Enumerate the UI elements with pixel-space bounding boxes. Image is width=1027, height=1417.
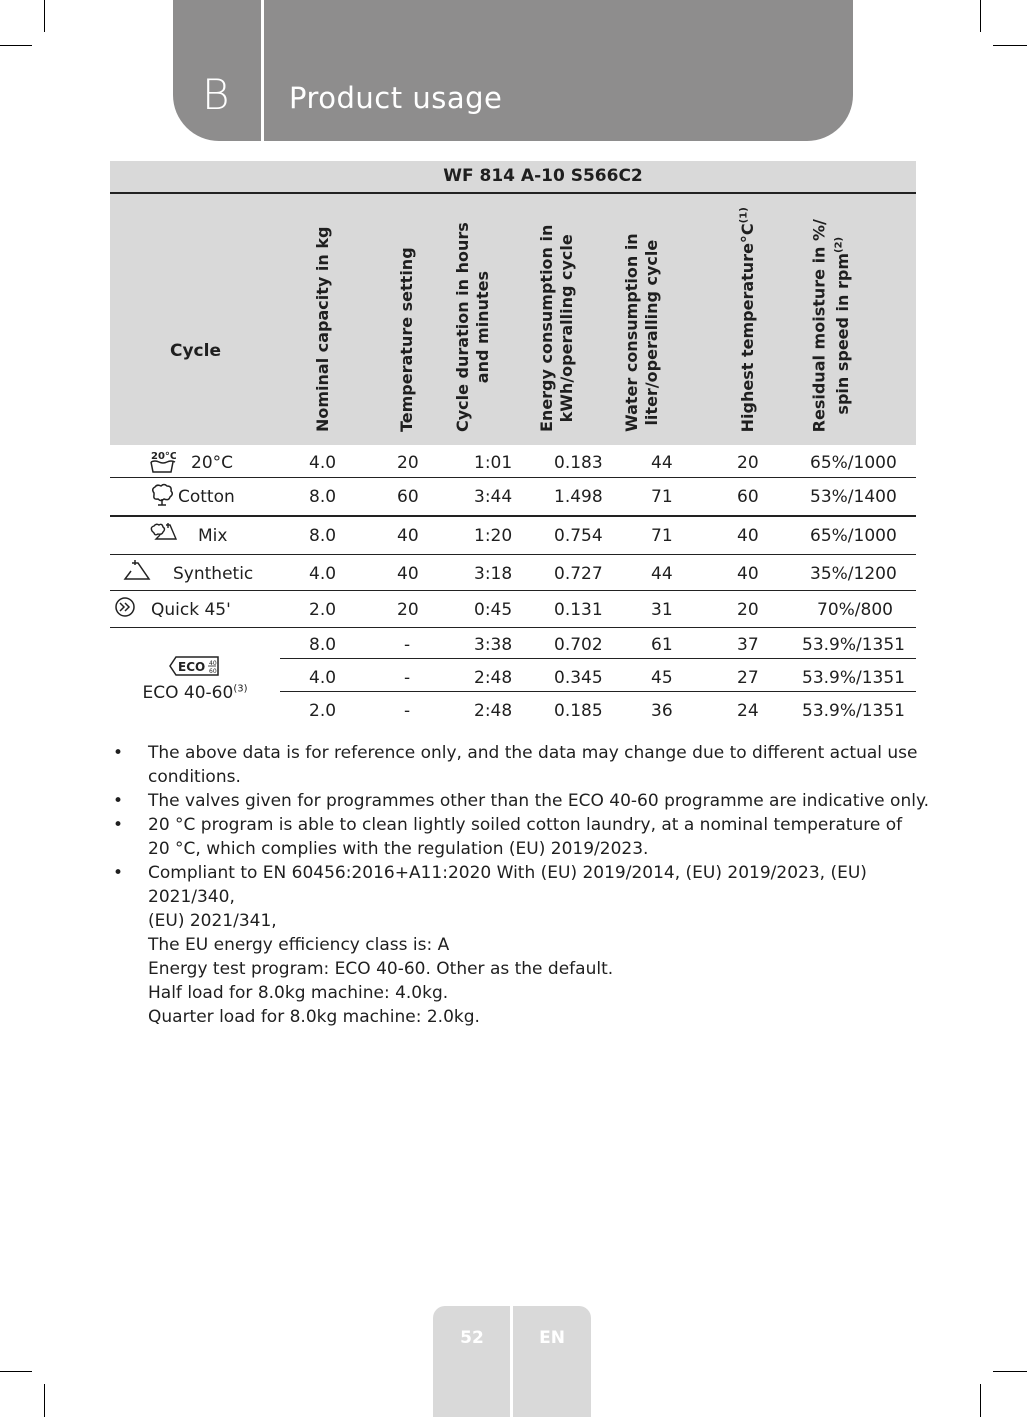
crop-mark: [980, 1384, 981, 1417]
column-header: Energy consumption in kWh/operalling cycle: [537, 224, 576, 432]
eco-cycle-label: ECO 40 60 ECO 40-60$^{(3)}$: [110, 655, 280, 703]
note-line: The valves given for programmes other than the ECO 40-60 programme are indicative only.: [148, 791, 929, 811]
cycle-name: 20°C: [191, 453, 234, 473]
cell: 3:18: [474, 564, 513, 584]
note-line: The above data is for reference only, and the data may change due to different actual use: [148, 743, 918, 763]
crop-mark: [44, 1384, 45, 1417]
cell: 24: [737, 701, 759, 721]
note-line: The EU energy efficiency class is: A: [148, 935, 450, 955]
row-rule: [110, 515, 916, 517]
mix-icon: [148, 521, 178, 550]
cell: 0:45: [474, 600, 513, 620]
cell: 44: [651, 453, 673, 473]
cell: 20: [397, 600, 419, 620]
cell: 1:01: [474, 453, 513, 473]
crop-mark: [44, 0, 45, 32]
bullet: •: [113, 815, 124, 835]
cell: 40: [397, 526, 419, 546]
cell: 40: [737, 526, 759, 546]
row-rule: [280, 691, 916, 692]
row-rule: [280, 658, 916, 659]
row-rule: [110, 590, 916, 591]
bullet: •: [113, 863, 124, 883]
footer-divider: [510, 1306, 513, 1417]
cell: 2:48: [474, 701, 513, 721]
cell: 37: [737, 635, 759, 655]
table-row: [110, 519, 916, 553]
cycle-name: Quick 45': [151, 600, 231, 620]
cell: 3:38: [474, 635, 513, 655]
cell: 36: [651, 701, 673, 721]
cell: 1.498: [554, 487, 603, 507]
cell: 0.185: [554, 701, 603, 721]
chapter-header: [173, 0, 853, 141]
cycle-name: Mix: [198, 526, 228, 546]
cell: -: [404, 701, 411, 721]
cell: 4.0: [309, 564, 337, 584]
svg-text:20°C: 20°C: [151, 451, 176, 462]
cell: 4.0: [309, 668, 337, 688]
cell: 0.754: [554, 526, 603, 546]
table-row: [110, 480, 916, 514]
column-header: Nominal capacity in kg: [313, 226, 332, 432]
cell: 40: [737, 564, 759, 584]
column-header: Highest $temperature^\circ C^{(1)}$: [738, 206, 757, 432]
cycle-name: ECO 40-60: [142, 683, 234, 703]
crop-mark: [0, 45, 32, 46]
synthetic-icon: [122, 559, 152, 588]
crop-mark: [980, 0, 981, 32]
cell: 20: [737, 453, 759, 473]
model-label: WF 814 A-10 S566C2: [443, 166, 643, 186]
cell: 2.0: [309, 600, 337, 620]
note-line: (EU) 2021/341,: [148, 911, 277, 931]
table-row: [110, 557, 916, 591]
cell: 0.345: [554, 668, 603, 688]
cell: 35%/1200: [810, 564, 897, 584]
cotton-icon: [148, 483, 176, 512]
language-code: EN: [539, 1328, 565, 1348]
cell: 27: [737, 668, 759, 688]
note-line: Half load for 8.0kg machine: 4.0kg.: [148, 983, 449, 1003]
chapter-letter: B: [202, 70, 230, 119]
crop-mark: [993, 45, 1027, 46]
svg-text:ECO: ECO: [178, 660, 206, 674]
wash-20-icon: [148, 448, 176, 479]
cell: 71: [651, 487, 673, 507]
cell: -: [404, 635, 411, 655]
column-header: Residual moisture in %/ spin speed in rpm$^{(2)}$: [809, 218, 852, 432]
notes-list: [110, 741, 930, 1029]
cycle-header: Cycle: [170, 341, 221, 361]
row-rule: [110, 554, 916, 555]
cell: 31: [651, 600, 673, 620]
note-item: [110, 813, 930, 861]
table-row: [110, 593, 916, 627]
cell: 0.183: [554, 453, 603, 473]
cell: 70%/800: [817, 600, 893, 620]
cycle-name: Cotton: [178, 487, 235, 507]
note-line: Compliant to EN 60456:2016+A11:2020 With (EU) 2019/2014, (EU) 2019/2023, (EU) 2021/340,: [148, 863, 867, 907]
cell: 61: [651, 635, 673, 655]
cell: 44: [651, 564, 673, 584]
cell: 3:44: [474, 487, 513, 507]
note-line: conditions.: [148, 767, 241, 787]
page-number: 52: [460, 1328, 484, 1348]
column-header: Cycle duration in hours and minutes: [453, 222, 492, 432]
crop-mark: [993, 1371, 1027, 1372]
cell: 65%/1000: [810, 526, 897, 546]
header-divider: [261, 0, 264, 141]
cell: 0.131: [554, 600, 603, 620]
column-header: Temperature setting: [397, 247, 416, 432]
note-line: 20 °C, which complies with the regulation (EU) 2019/2023.: [148, 839, 649, 859]
cell: 53.9%/1351: [802, 635, 905, 655]
cell: 71: [651, 526, 673, 546]
quick-icon: [114, 596, 138, 623]
note-item: [110, 789, 930, 813]
bullet: •: [113, 791, 124, 811]
row-rule: [110, 477, 916, 478]
chapter-title: Product usage: [289, 81, 503, 115]
cell: 2:48: [474, 668, 513, 688]
cell: 65%/1000: [810, 453, 897, 473]
cycle-name: Synthetic: [173, 564, 254, 584]
svg-text:60: 60: [209, 668, 217, 675]
cell: 60: [397, 487, 419, 507]
cell: 0.727: [554, 564, 603, 584]
cell: 53.9%/1351: [802, 701, 905, 721]
note-line: Quarter load for 8.0kg machine: 2.0kg.: [148, 1007, 480, 1027]
cell: 8.0: [309, 526, 337, 546]
cell: 45: [651, 668, 673, 688]
table-row: [110, 446, 916, 480]
cell: 53.9%/1351: [802, 668, 905, 688]
cell: 20: [397, 453, 419, 473]
svg-text:40: 40: [209, 660, 217, 667]
cell: 53%/1400: [810, 487, 897, 507]
table-row: [110, 694, 916, 728]
cell: 20: [737, 600, 759, 620]
cell: -: [404, 668, 411, 688]
table-row: [110, 628, 916, 662]
cell: 60: [737, 487, 759, 507]
model-row: [110, 161, 916, 192]
table-row: [110, 661, 916, 695]
note-item: [110, 861, 930, 1029]
cell: 2.0: [309, 701, 337, 721]
column-header: Water consumption in liter/operalling cycle: [622, 233, 661, 432]
bullet: •: [113, 743, 124, 763]
column-headers: [110, 194, 916, 445]
note-line: Energy test program: ECO 40-60. Other as the default.: [148, 959, 614, 979]
cell: 40: [397, 564, 419, 584]
note-line: 20 °C program is able to clean lightly soiled cotton laundry, at a nominal temperature of: [148, 815, 903, 835]
cell: 1:20: [474, 526, 513, 546]
cell: 8.0: [309, 635, 337, 655]
note-item: [110, 741, 930, 789]
cell: 4.0: [309, 453, 337, 473]
cell: 8.0: [309, 487, 337, 507]
crop-mark: [0, 1371, 32, 1372]
cell: 0.702: [554, 635, 603, 655]
